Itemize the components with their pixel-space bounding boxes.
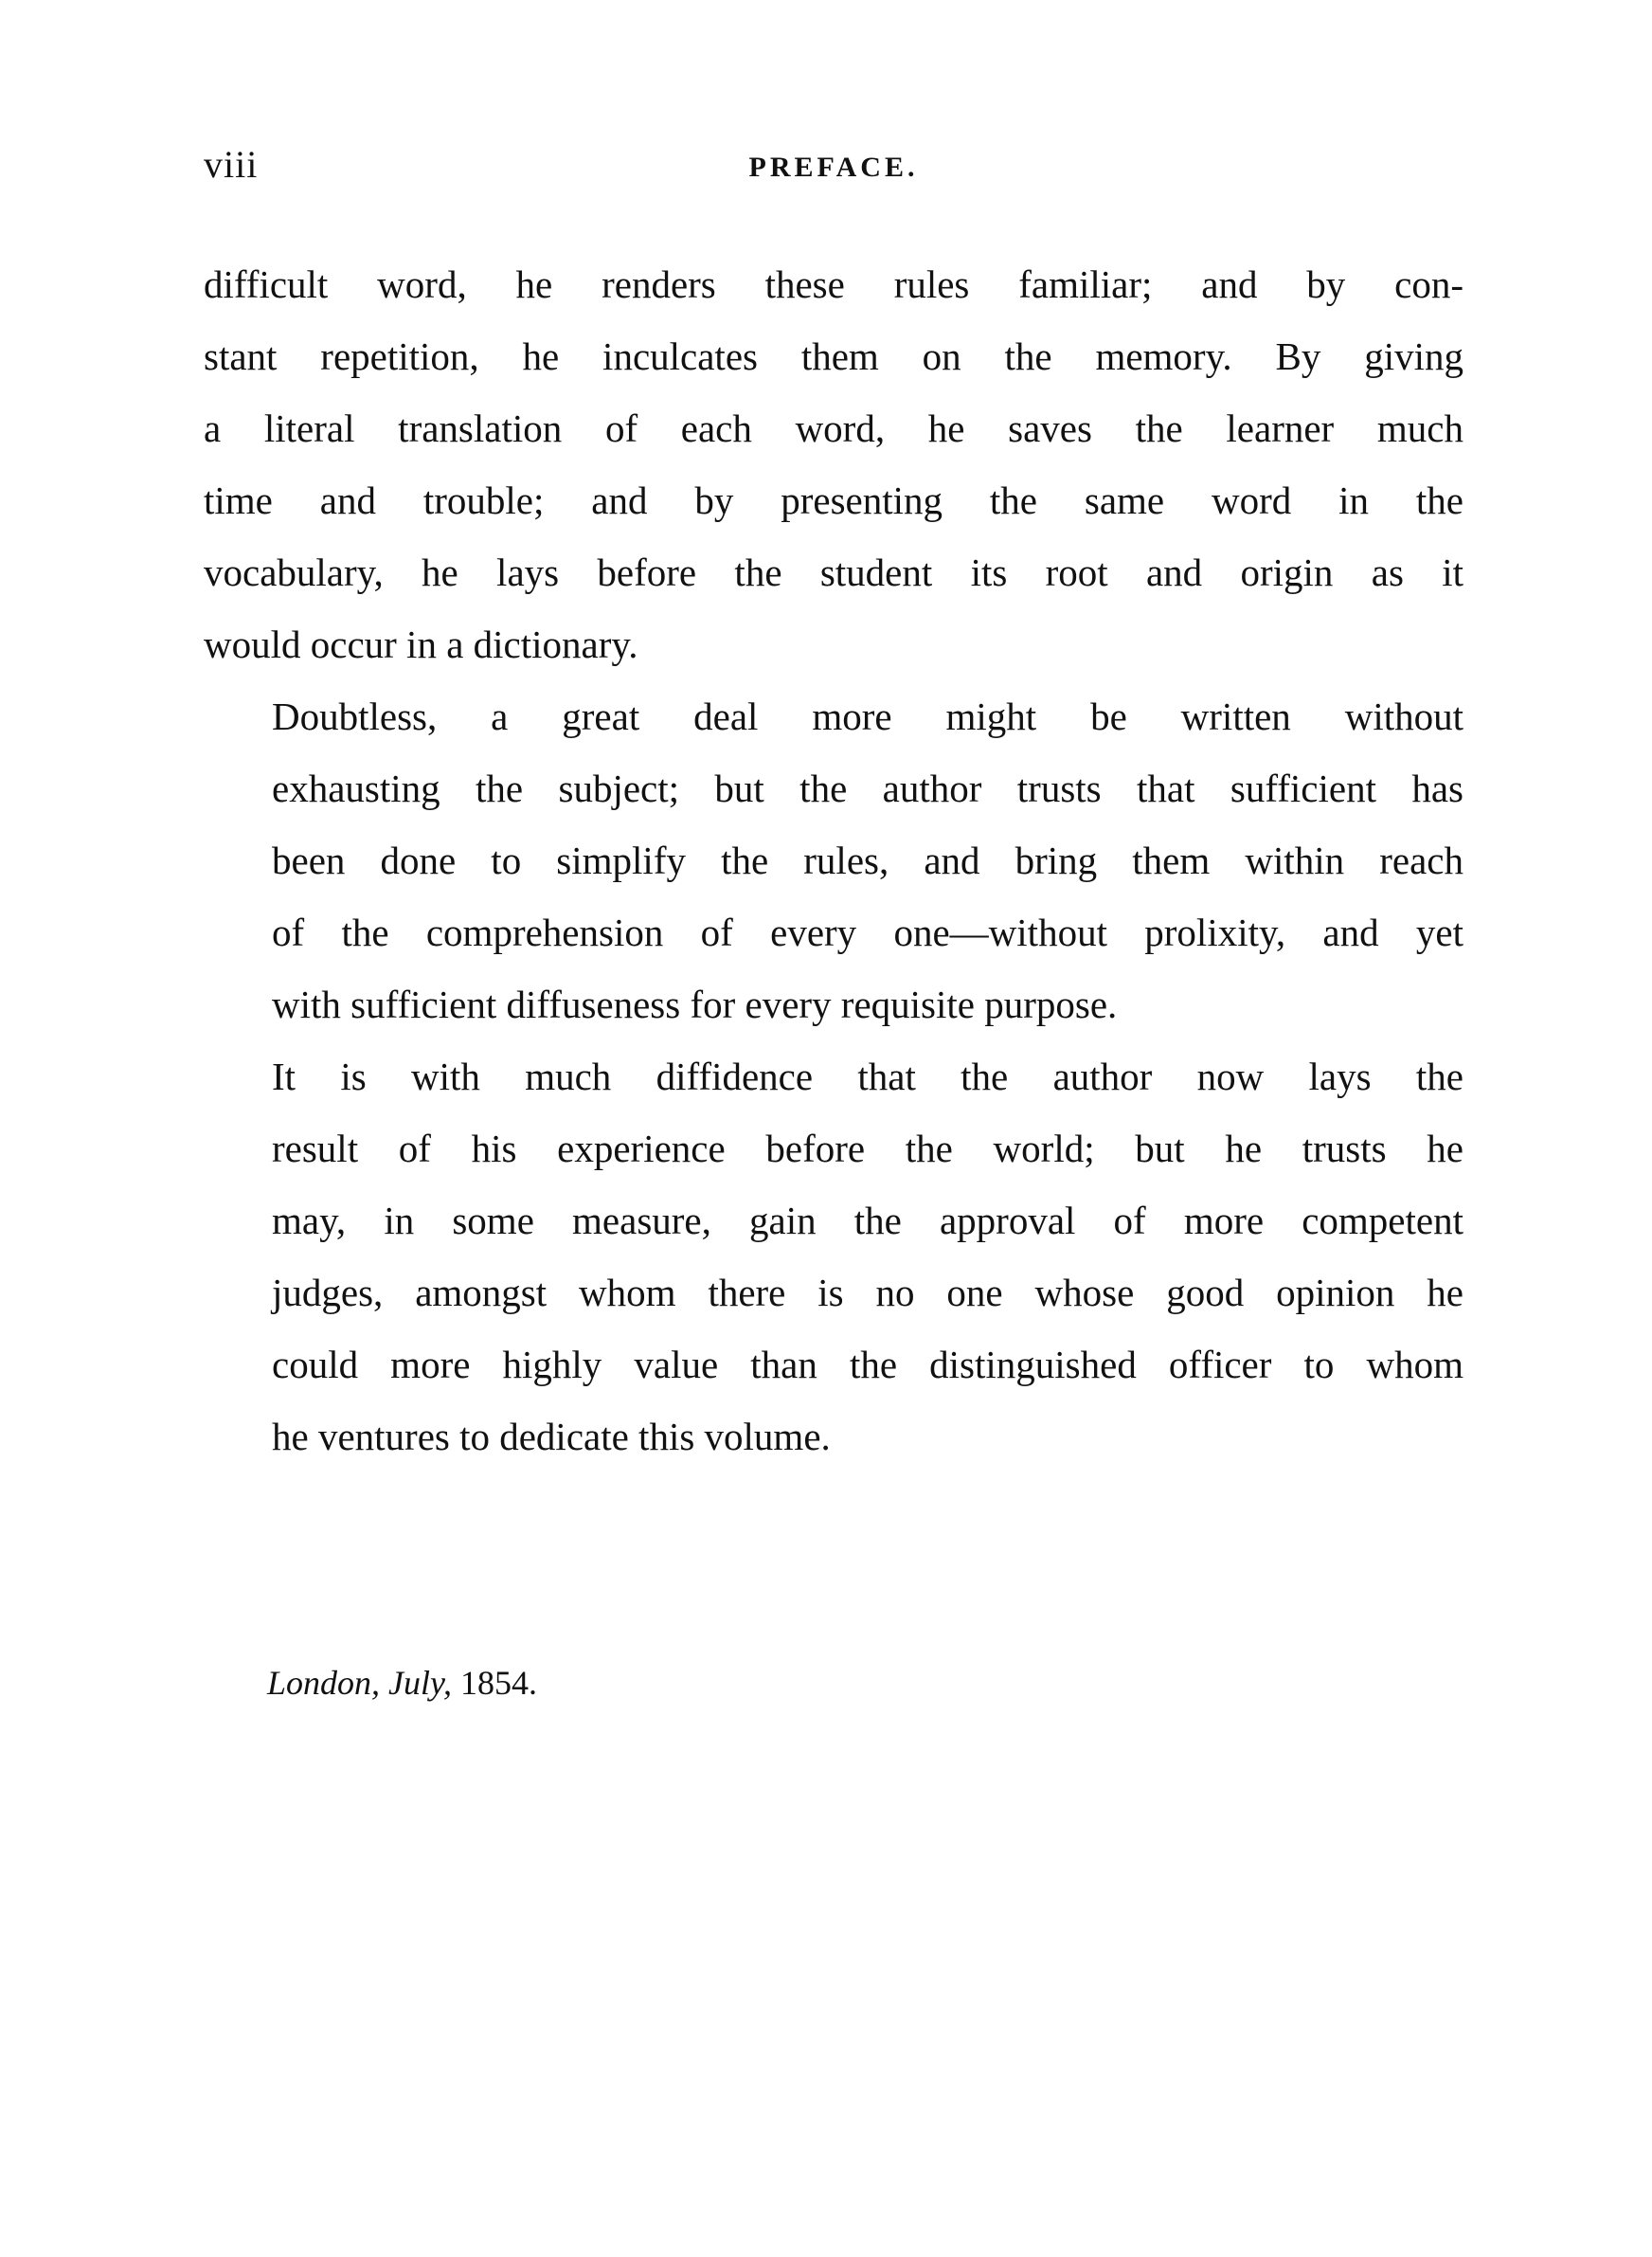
text-line: a literal translation of each word, he saves the learner much bbox=[204, 406, 1463, 450]
signature-year: 1854. bbox=[460, 1664, 537, 1702]
running-title: PREFACE. bbox=[748, 152, 919, 183]
text-line: could more highly value than the distinguished officer to whom bbox=[272, 1343, 1463, 1386]
text-line: exhausting the subject; but the author trusts that sufficient has bbox=[272, 767, 1463, 810]
text-line: time and trouble; and by presenting the same word in the bbox=[204, 478, 1463, 522]
text-line: stant repetition, he inculcates them on the memory. By giving bbox=[204, 334, 1463, 378]
paragraph-2 bbox=[204, 680, 1463, 1040]
text-line: judges, amongst whom there is no one whose good opinion he bbox=[272, 1271, 1463, 1314]
signature-dateline bbox=[267, 1663, 537, 1703]
text-line: been done to simplify the rules, and bring them within reach bbox=[272, 839, 1463, 882]
text-line: It is with much diffidence that the author now lays the bbox=[272, 1055, 1463, 1098]
paragraph-3 bbox=[204, 1040, 1463, 1472]
text-line: difficult word, he renders these rules familiar; and by con- bbox=[204, 262, 1463, 306]
text-line: of the comprehension of every one—without prolixity, and yet bbox=[272, 911, 1463, 954]
text-line: he ventures to dedicate this volume. bbox=[272, 1415, 831, 1458]
text-line: Doubtless, a great deal more might be written without bbox=[272, 695, 1463, 738]
text-line: vocabulary, he lays before the student its root and origin as it bbox=[204, 551, 1463, 594]
text-line: would occur in a dictionary. bbox=[204, 623, 638, 666]
body-text bbox=[204, 248, 1463, 1472]
text-line: with sufficient diffuseness for every requisite purpose. bbox=[272, 983, 1118, 1026]
text-line: may, in some measure, gain the approval of more competent bbox=[272, 1199, 1463, 1242]
running-head bbox=[204, 142, 1463, 199]
page-number: viii bbox=[204, 143, 259, 186]
text-line: result of his experience before the world; but he trusts he bbox=[272, 1127, 1463, 1170]
signature-place-date: London, July, bbox=[267, 1664, 452, 1702]
paragraph-1 bbox=[204, 248, 1463, 680]
